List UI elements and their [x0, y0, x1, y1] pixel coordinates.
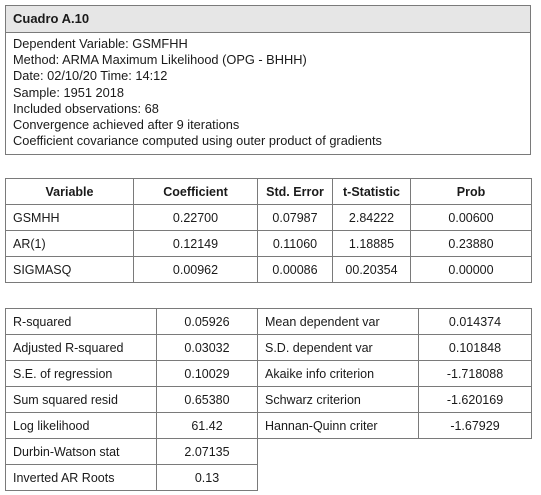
table-row — [6, 257, 532, 283]
stat-label: Inverted AR Roots — [6, 465, 157, 491]
stat-label: Hannan-Quinn criter — [258, 413, 419, 439]
variable-name: AR(1) — [6, 231, 134, 257]
table-row — [6, 361, 532, 387]
column-header-std-error: Std. Error — [258, 179, 333, 205]
coefficient-value: 0.00962 — [134, 257, 258, 283]
header-line-method: Method: ARMA Maximum Likelihood (OPG - BHHH) — [13, 52, 307, 68]
estimation-header — [5, 32, 531, 155]
stat-value: -1.620169 — [419, 387, 532, 413]
table-row — [6, 205, 532, 231]
stat-value: 0.13 — [157, 465, 258, 491]
table-row — [6, 413, 532, 439]
empty-cell — [258, 465, 532, 491]
coefficient-value: 0.22700 — [134, 205, 258, 231]
stat-value: 0.014374 — [419, 309, 532, 335]
header-line-sample: Sample: 1951 2018 — [13, 84, 124, 100]
statistics-table — [5, 308, 532, 491]
empty-cell — [258, 439, 532, 465]
header-line-convergence: Convergence achieved after 9 iterations — [13, 117, 240, 133]
stat-label: Akaike info criterion — [258, 361, 419, 387]
header-line-dependent-variable: Dependent Variable: GSMFHH — [13, 36, 188, 51]
stat-label: Log likelihood — [6, 413, 157, 439]
stat-label: Schwarz criterion — [258, 387, 419, 413]
table-row — [6, 387, 532, 413]
t-statistic-value: 1.18885 — [333, 231, 411, 257]
variable-name: SIGMASQ — [6, 257, 134, 283]
stat-value: -1.67929 — [419, 413, 532, 439]
stat-label: S.E. of regression — [6, 361, 157, 387]
stat-value: 0.101848 — [419, 335, 532, 361]
std-error-value: 0.00086 — [258, 257, 333, 283]
column-header-variable: Variable — [6, 179, 134, 205]
stat-label: Adjusted R-squared — [6, 335, 157, 361]
stat-value: 0.65380 — [157, 387, 258, 413]
t-statistic-value: 00.20354 — [333, 257, 411, 283]
t-statistic-value: 2.84222 — [333, 205, 411, 231]
stat-value: 0.05926 — [157, 309, 258, 335]
table-row — [6, 439, 532, 465]
coefficient-header-row — [6, 179, 532, 205]
table-row — [6, 335, 532, 361]
stat-label: Durbin-Watson stat — [6, 439, 157, 465]
table-title: Cuadro A.10 — [5, 5, 531, 33]
column-header-coefficient: Coefficient — [134, 179, 258, 205]
stat-value: 2.07135 — [157, 439, 258, 465]
stat-label: Sum squared resid — [6, 387, 157, 413]
prob-value: 0.00000 — [411, 257, 532, 283]
coefficient-table — [5, 178, 532, 283]
prob-value: 0.23880 — [411, 231, 532, 257]
std-error-value: 0.11060 — [258, 231, 333, 257]
stat-value: 0.10029 — [157, 361, 258, 387]
table-row — [6, 465, 532, 491]
stat-value: -1.718088 — [419, 361, 532, 387]
column-header-prob: Prob — [411, 179, 532, 205]
table-row — [6, 231, 532, 257]
stat-label: S.D. dependent var — [258, 335, 419, 361]
stat-value: 0.03032 — [157, 335, 258, 361]
variable-name: GSMHH — [6, 205, 134, 231]
table-row — [6, 309, 532, 335]
header-line-observations: Included observations: 68 — [13, 100, 159, 116]
prob-value: 0.00600 — [411, 205, 532, 231]
column-header-t-statistic: t-Statistic — [333, 179, 411, 205]
std-error-value: 0.07987 — [258, 205, 333, 231]
stat-label: R-squared — [6, 309, 157, 335]
coefficient-value: 0.12149 — [134, 231, 258, 257]
header-line-covariance: Coefficient covariance computed using outer product of gradients — [13, 133, 382, 149]
stat-label: Mean dependent var — [258, 309, 419, 335]
stat-value: 61.42 — [157, 413, 258, 439]
header-line-date-time: Date: 02/10/20 Time: 14:12 — [13, 68, 168, 84]
